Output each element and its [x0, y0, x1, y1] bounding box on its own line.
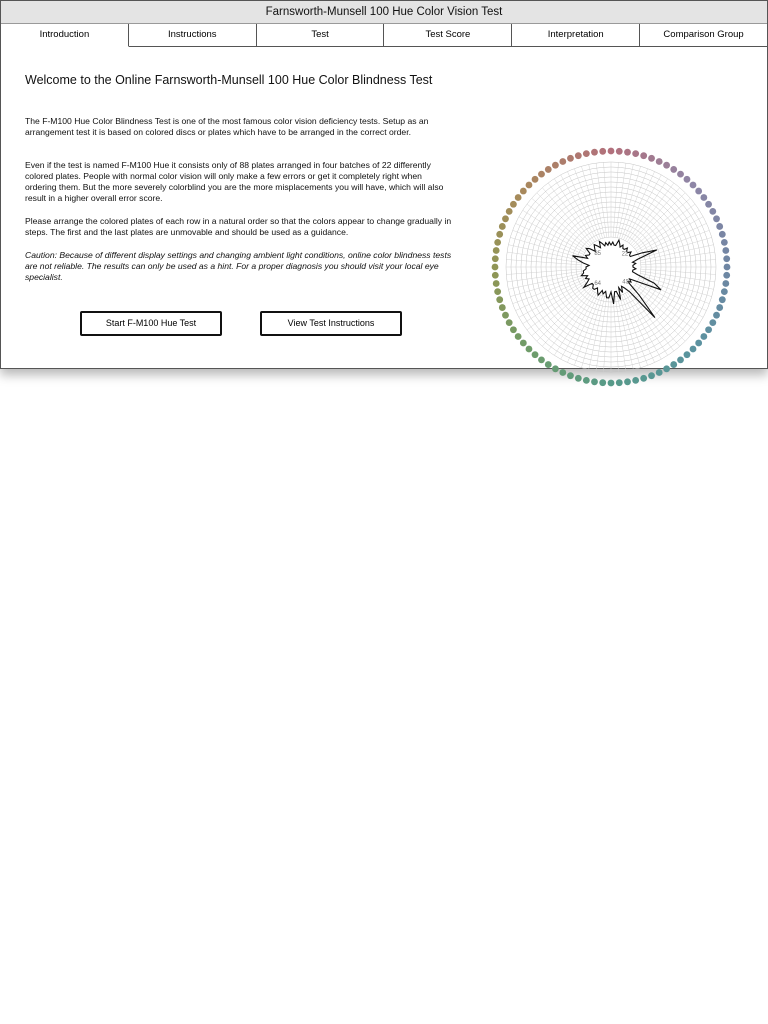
intro-paragraph: The F-M100 Hue Color Blindness Test is one of the most famous color vision deficiency tests. Setup as an arrangement test it is based on colored discs or plates which have to be arranged in the correct order.: [25, 116, 429, 137]
start-test-button[interactable]: Start F-M100 Hue Test: [80, 311, 222, 336]
plate-label: 85: [594, 251, 602, 258]
hue-plate: [624, 149, 631, 156]
hue-plate: [705, 326, 712, 333]
hue-plate: [690, 182, 697, 189]
grid-spoke: [637, 281, 703, 317]
hue-plate: [705, 201, 712, 208]
grid-spoke: [507, 271, 581, 282]
hue-plate: [532, 176, 539, 183]
hue-plate: [591, 378, 598, 385]
hue-plate: [492, 264, 499, 271]
hue-plate: [506, 319, 513, 326]
grid-spoke: [627, 292, 668, 355]
grid-spoke: [523, 283, 586, 324]
hue-plate: [656, 369, 663, 376]
grid-spoke: [615, 297, 626, 371]
hue-plate: [567, 155, 574, 162]
hue-plate: [719, 296, 726, 303]
tab-instructions[interactable]: Instructions: [129, 24, 257, 46]
hue-plate: [721, 239, 728, 246]
grid-spoke: [615, 163, 626, 237]
hue-plate: [690, 346, 697, 353]
hue-plate: [552, 365, 559, 372]
app-window: [0, 0, 768, 369]
grid-spoke: [637, 217, 703, 253]
grid-spoke: [561, 293, 597, 359]
hue-plate: [670, 166, 677, 173]
hue-plate: [722, 247, 729, 254]
hue-plate: [608, 380, 615, 387]
hue-plate: [526, 182, 533, 189]
hue-plate: [648, 372, 655, 379]
tab-interpretation[interactable]: Interpretation: [512, 24, 640, 46]
hue-plate: [599, 148, 606, 155]
hue-plate: [700, 333, 707, 340]
tab-test[interactable]: Test: [257, 24, 385, 46]
grid-spoke: [523, 210, 586, 251]
grid-spoke: [613, 297, 618, 372]
hue-plate: [567, 372, 574, 379]
grid-spoke: [537, 288, 590, 341]
tab-introduction[interactable]: Introduction: [1, 24, 129, 47]
hue-plate: [515, 194, 522, 201]
hue-plate: [499, 223, 506, 230]
hue-plate: [510, 201, 517, 208]
hue-plate: [494, 288, 501, 295]
hue-plate: [545, 166, 552, 173]
hue-plate: [545, 361, 552, 368]
grid-spoke: [596, 297, 607, 371]
caution-paragraph: Caution: Because of different display settings and changing ambient light conditions, online color blindness tests are not reliable. The results can only be used as a hint. For a proper diagnosis you should visit your local eye specialist.: [25, 250, 452, 282]
tab-comparison-group[interactable]: Comparison Group: [640, 24, 767, 46]
grid-spoke: [641, 252, 715, 263]
hue-plate: [538, 171, 545, 178]
hue-plate: [716, 304, 723, 311]
hue-plate: [575, 375, 582, 382]
hue-plate: [583, 150, 590, 157]
hue-plate: [532, 351, 539, 358]
plate-label: 64: [594, 280, 602, 287]
grid-spoke: [506, 260, 581, 265]
hue-plate: [616, 379, 623, 386]
hue-plate: [695, 188, 702, 195]
grid-spoke: [625, 293, 661, 359]
grid-spoke: [537, 193, 590, 246]
grid-spoke: [625, 175, 661, 241]
grid-spoke: [519, 281, 585, 317]
hue-plate: [677, 356, 684, 363]
hue-plate: [624, 378, 631, 385]
hue-plate: [684, 176, 691, 183]
hue-plate: [709, 208, 716, 215]
hue-plate: [526, 346, 533, 353]
window-title: Farnsworth-Munsell 100 Hue Color Vision Test: [1, 1, 767, 24]
hue-plate: [640, 152, 647, 159]
hue-plate: [515, 333, 522, 340]
view-instructions-button[interactable]: View Test Instructions: [260, 311, 402, 336]
hue-plate: [591, 149, 598, 156]
grid-spoke: [641, 260, 716, 265]
hue-plate: [496, 296, 503, 303]
grid-spoke: [507, 252, 581, 263]
hue-plate: [663, 365, 670, 372]
hue-plate: [599, 379, 606, 386]
hue-plate: [492, 272, 499, 279]
grid-spoke: [519, 217, 585, 253]
arrangement-paragraph: Please arrange the colored plates of each row in a natural order so that the colors appear to change gradually in steps. The first and the last plates are unmovable and should be used as a guidance.: [25, 216, 452, 237]
hue-plate: [608, 148, 615, 155]
grid-spoke: [613, 162, 618, 237]
grid-spoke: [596, 163, 607, 237]
introduction-panel: [1, 47, 767, 368]
hue-plate: [583, 377, 590, 384]
plate-label: 43: [622, 279, 629, 286]
hue-plate: [709, 319, 716, 326]
grid-spoke: [554, 292, 595, 355]
hue-plate: [716, 223, 723, 230]
tab-test-score[interactable]: Test Score: [384, 24, 512, 46]
grid-spoke: [561, 175, 597, 241]
hue-plate: [723, 255, 730, 262]
chart-grid: [506, 162, 716, 372]
hue-plate: [559, 369, 566, 376]
hue-plate: [520, 340, 527, 347]
plates-paragraph: Even if the test is named F-M100 Hue it consists only of 88 plates arranged in four batches of 22 differently colored plates. People with normal color vision will only make a few errors or get it completely right when ordering them. But the more severely colorblind you are the more misplacements you will have, which will also result in a higher overall error score.: [25, 160, 444, 203]
hue-plate: [616, 148, 623, 155]
hue-plate: [640, 375, 647, 382]
plate-labels: [594, 251, 629, 287]
hue-plate: [713, 312, 720, 319]
hue-plate: [493, 280, 500, 287]
hue-plate: [496, 231, 503, 238]
tab-bar: [1, 24, 767, 47]
hue-plate: [724, 264, 731, 271]
hue-plate: [721, 288, 728, 295]
hue-plate: [492, 255, 499, 262]
grid-spoke: [641, 269, 716, 274]
grid-spoke: [627, 179, 668, 242]
hue-plate: [552, 162, 559, 169]
grid-spoke: [636, 210, 699, 251]
grid-spoke: [554, 179, 595, 242]
hue-plate: [684, 351, 691, 358]
hue-plate: [663, 162, 670, 169]
hue-plate: [677, 171, 684, 178]
error-score-chart: [486, 147, 736, 387]
page-title: Welcome to the Online Farnsworth-Munsell 100 Hue Color Blindness Test: [25, 73, 433, 87]
hue-plate: [632, 150, 639, 157]
grid-spoke: [604, 297, 609, 372]
grid-spoke: [641, 271, 715, 282]
plate-label: 22: [621, 251, 629, 258]
hue-plate: [656, 158, 663, 165]
hue-plate: [722, 280, 729, 287]
hue-plate: [713, 215, 720, 222]
hue-plate: [499, 304, 506, 311]
hue-plate: [700, 194, 707, 201]
hue-plate: [695, 340, 702, 347]
hue-plate: [559, 158, 566, 165]
hue-plate: [494, 239, 501, 246]
grid-spoke: [506, 269, 581, 274]
hue-plate: [493, 247, 500, 254]
hue-plate: [632, 377, 639, 384]
hue-plate: [520, 188, 527, 195]
hue-plate: [510, 326, 517, 333]
hue-plate: [719, 231, 726, 238]
hue-plate: [502, 312, 509, 319]
grid-spoke: [604, 162, 609, 237]
grid-spoke: [632, 193, 685, 246]
hue-plate: [502, 215, 509, 222]
hue-plate: [723, 272, 730, 279]
hue-plate: [670, 361, 677, 368]
hue-plate: [648, 155, 655, 162]
hue-plate: [575, 152, 582, 159]
hue-plate: [506, 208, 513, 215]
hue-plate: [538, 356, 545, 363]
